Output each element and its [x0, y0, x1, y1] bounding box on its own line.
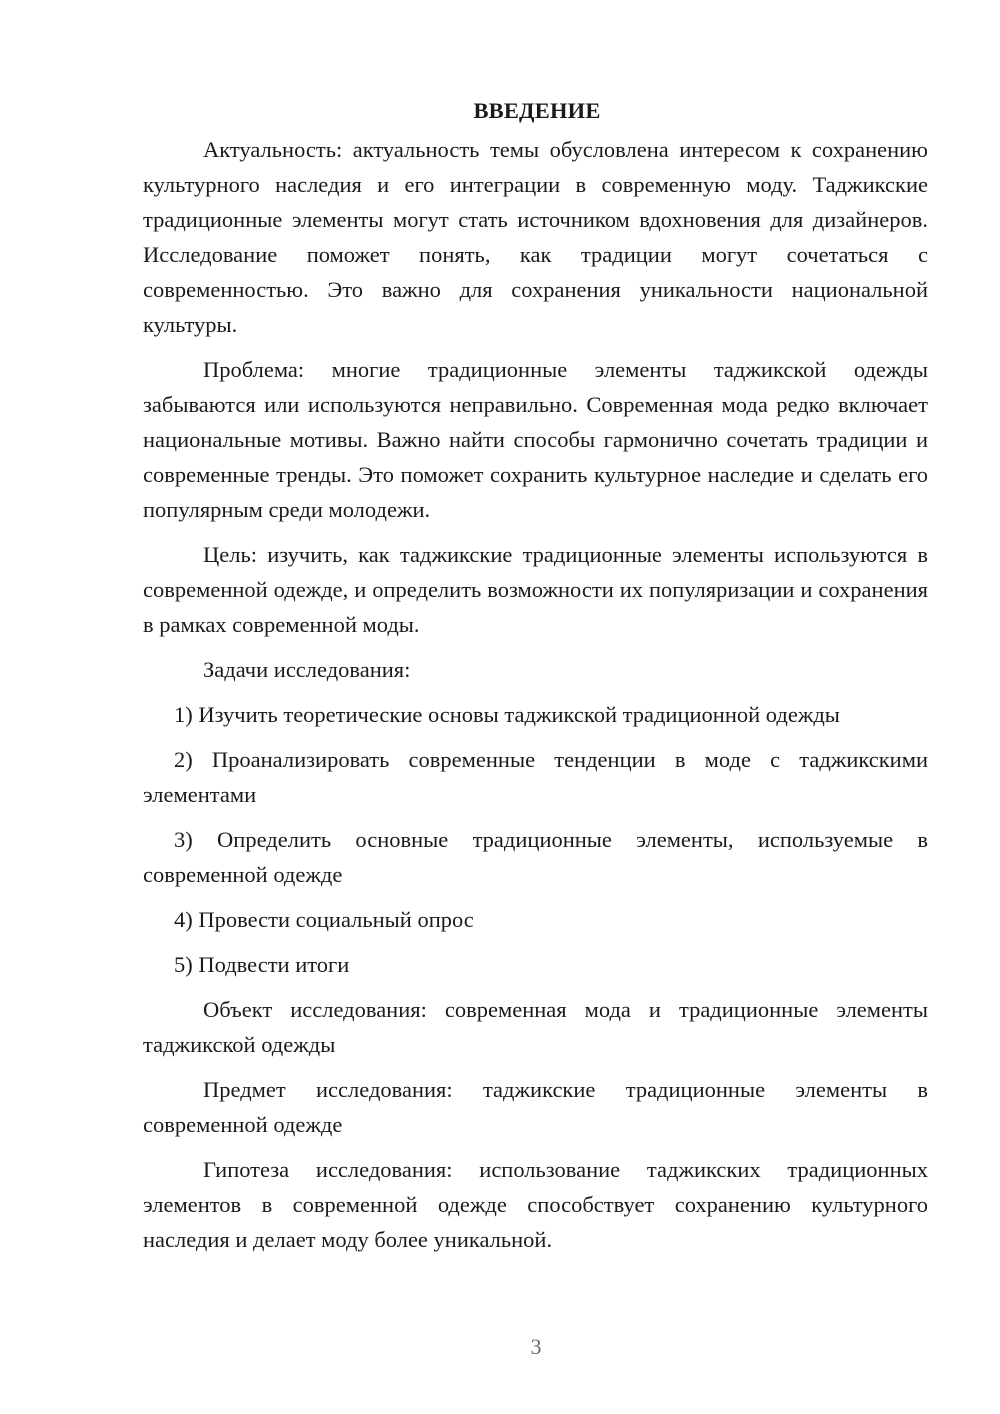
task-item-3: 3) Определить основные традиционные элементы, используемые в современной одежде — [143, 827, 928, 887]
problem-paragraph: Проблема: многие традиционные элементы таджикской одежды забываются или используются неправильно. Современная мода редко включает национальные мотивы. Важно найти способы гармонично сочетать традиции и современные тренды. Это поможет сохранить культурное наследие и сделать его популярным среди молодежи. — [143, 357, 928, 522]
page-number: 3 — [530, 1334, 542, 1359]
relevance-paragraph: Актуальность: актуальность темы обусловлена интересом к сохранению культурного наследия и его интеграции в современную моду. Таджикские традиционные элементы могут стать источником вдохновения для дизайнеров. Исследование поможет понять, как традиции могут сочетаться с современностью. Это важно для сохранения уникальности национальной культуры. — [143, 137, 928, 337]
task-item-2: 2) Проанализировать современные тенденции в моде с таджикскими элементами — [143, 747, 928, 807]
task-item-1: 1) Изучить теоретические основы таджикской традиционной одежды — [174, 702, 840, 727]
page-content — [143, 93, 928, 1267]
object-paragraph: Объект исследования: современная мода и традиционные элементы таджикской одежды — [143, 997, 928, 1057]
task-item-5: 5) Подвести итоги — [174, 952, 350, 977]
hypothesis-paragraph: Гипотеза исследования: использование таджикских традиционных элементов в современной одежде способствует сохранению культурного наследия и делает моду более уникальной. — [143, 1157, 928, 1252]
page-title: ВВЕДЕНИЕ — [473, 98, 601, 123]
tasks-title: Задачи исследования: — [203, 657, 411, 682]
goal-paragraph: Цель: изучить, как таджикские традиционные элементы используются в современной одежде, и определить возможности их популяризации и сохранения в рамках современной моды. — [143, 542, 928, 637]
subject-paragraph: Предмет исследования: таджикские традиционные элементы в современной одежде — [143, 1077, 928, 1137]
task-item-4: 4) Провести социальный опрос — [174, 907, 474, 932]
